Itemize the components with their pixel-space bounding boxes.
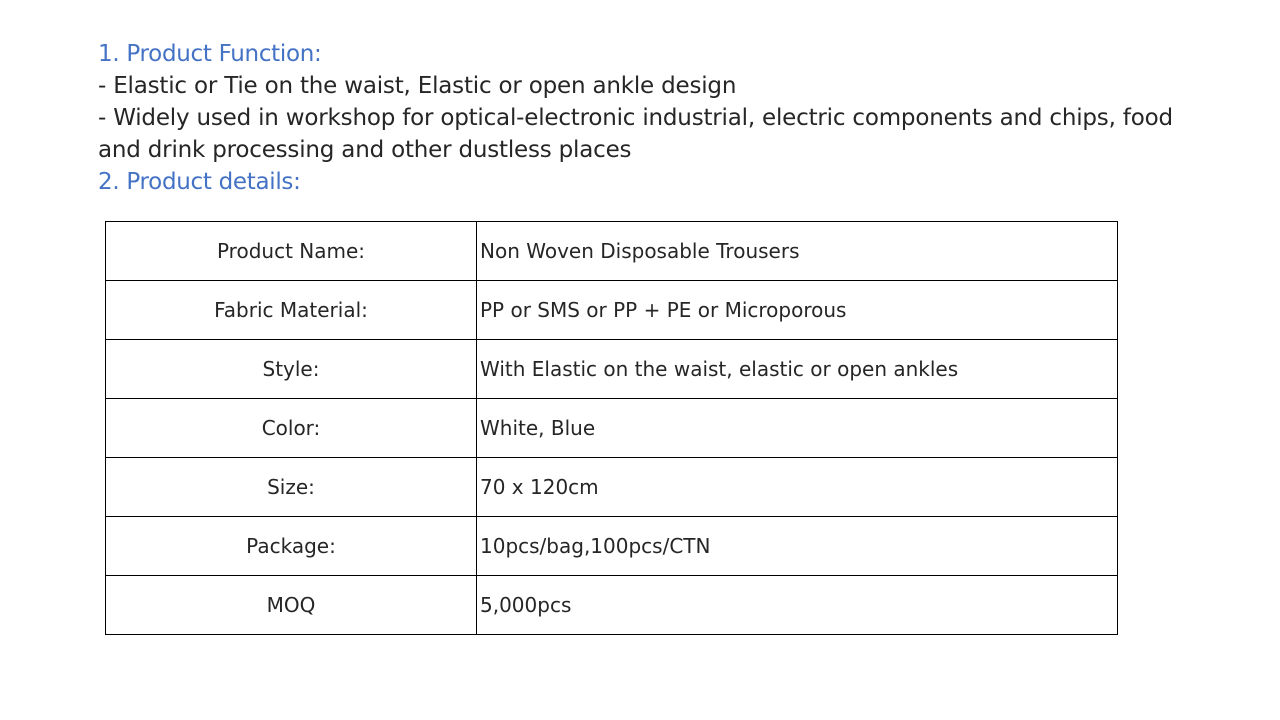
row-label: MOQ: [106, 576, 477, 635]
row-label: Package:: [106, 517, 477, 576]
table-row: [106, 281, 1118, 340]
row-value: 5,000pcs: [477, 576, 1118, 635]
bullet-usage: - Widely used in workshop for optical-electronic industrial, electric components and chips, food and drink processing and other dustless places: [98, 105, 1173, 163]
document-body: [98, 38, 1188, 198]
row-label: Size:: [106, 458, 477, 517]
row-value: Non Woven Disposable Trousers: [477, 222, 1118, 281]
table-row: [106, 458, 1118, 517]
section-heading-product-function: 1. Product Function:: [98, 41, 322, 67]
product-details-table: [105, 221, 1118, 635]
table-row: [106, 222, 1118, 281]
bullet-waist-ankle-design: - Elastic or Tie on the waist, Elastic or open ankle design: [98, 73, 737, 99]
row-label: Fabric Material:: [106, 281, 477, 340]
row-value: With Elastic on the waist, elastic or open ankles: [477, 340, 1118, 399]
row-label: Style:: [106, 340, 477, 399]
row-value: White, Blue: [477, 399, 1118, 458]
row-value: 10pcs/bag,100pcs/CTN: [477, 517, 1118, 576]
row-label: Product Name:: [106, 222, 477, 281]
table-row: [106, 399, 1118, 458]
section-heading-product-details: 2. Product details:: [98, 169, 301, 195]
row-label: Color:: [106, 399, 477, 458]
row-value: 70 x 120cm: [477, 458, 1118, 517]
table-row: [106, 340, 1118, 399]
row-value: PP or SMS or PP + PE or Microporous: [477, 281, 1118, 340]
table-row: [106, 576, 1118, 635]
table-row: [106, 517, 1118, 576]
